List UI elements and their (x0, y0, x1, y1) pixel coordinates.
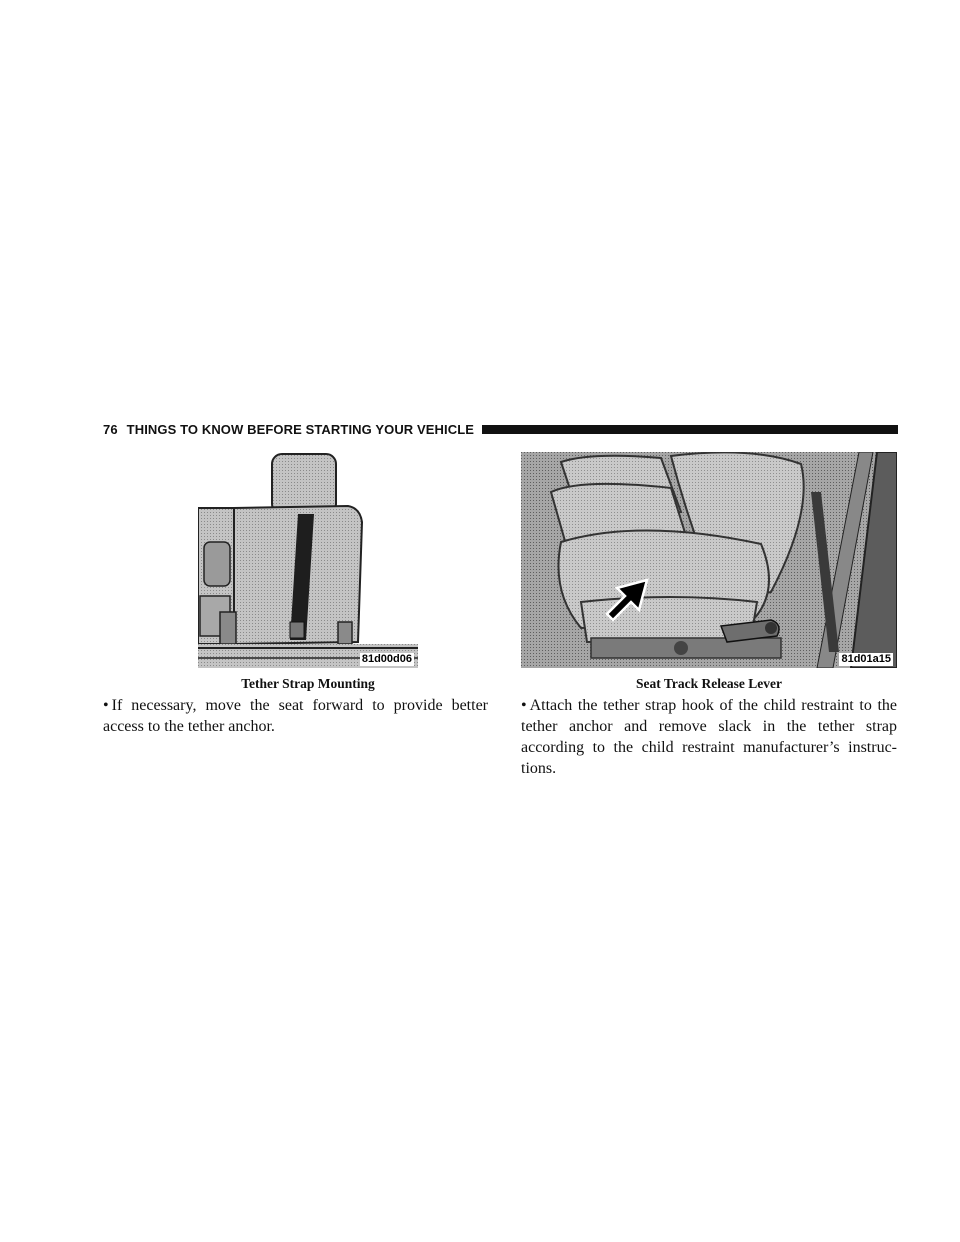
figure-caption: Seat Track Release Lever (635, 676, 783, 691)
figure-tether-strap (198, 452, 418, 668)
figure-code: 81d01a15 (841, 653, 891, 665)
bullet: • (521, 697, 527, 714)
paragraph-move-seat (103, 695, 488, 737)
page-header (103, 420, 898, 438)
figure-code: 81d00d06 (361, 653, 412, 665)
seat-side-illustration (521, 452, 897, 668)
figure-seat-track-lever (521, 452, 897, 668)
paragraph-text: Attach the tether strap hook of the child restraint to the tether anchor and remove slack in the tether strap according to the child restraint manufacturer’s instructions. (521, 697, 897, 777)
section-title: THINGS TO KNOW BEFORE STARTING YOUR VEHICLE (126, 421, 475, 437)
bullet: • (103, 697, 109, 714)
seat-rear-illustration (198, 452, 418, 668)
figure-caption: Tether Strap Mounting (241, 676, 375, 691)
header-rule (482, 425, 898, 434)
paragraph-attach-tether (521, 695, 897, 779)
page-number: 76 (103, 421, 118, 437)
paragraph-text: If necessary, move the seat forward to provide better access to the tether anchor. (103, 697, 488, 735)
